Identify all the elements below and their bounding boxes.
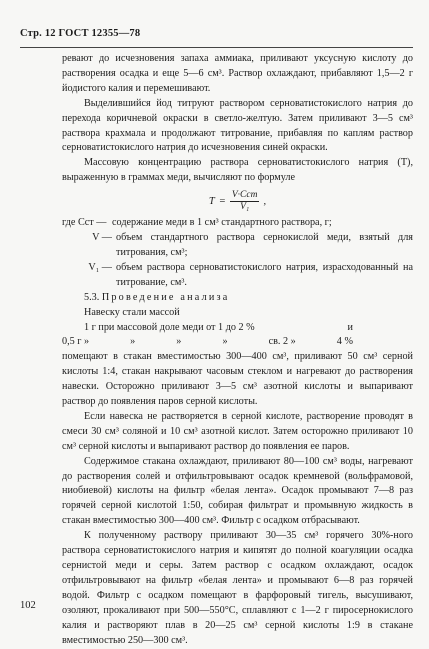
- definitions-intro: где: [62, 217, 76, 229]
- mass-line-2-e: св. 2 »: [268, 336, 296, 348]
- definition-item: [62, 216, 413, 231]
- header-rule: [20, 47, 413, 48]
- mass-line-2-c: »: [176, 336, 182, 348]
- definition-desc: объем раствора серноватистокислого натрия, израсходованный на титрование, см³.: [116, 261, 413, 288]
- page-header: Стр. 12 ГОСТ 12355—78: [20, 28, 141, 39]
- paragraph-3: Массовую концентрацию раствора серноватистокислого натрия (T), выраженную в граммах меди, вычисляют по формуле: [62, 157, 413, 184]
- section-sub: Навеску стали массой: [84, 306, 180, 318]
- paragraph-1: ревают до исчезновения запаха аммиака, приливают уксусную кислоту до растворения осадка и еще 5—6 см³. Раствор охлаждают, прибавляют 1,5—2 г йодистого калия и перемешивают.: [62, 53, 413, 94]
- definition-item: [62, 261, 413, 291]
- section-number: 5.3.: [84, 291, 100, 303]
- paragraph-7: К полученному раствору приливают 30—35 см³ горячего 30%-ного раствора серноватистокислого натрия и кипятят до полной коагуляции осадка сернистой меди и серы. Затем раствор с осадком охлаждают, осадок отфильтровывают на фильтр «белая лента» и промывают 6—8 раз горячей водой. Фильтр с осадком помещают в фарфоровый тигель, высушивают, озоляют, прокаливают при 500—550°С, сплавляют с 1—2 г пиросернокислого калия и растворяют плав в 20—25 см³ серной кислоты 1:9 в стакане вместимостью 250—300 см³.: [62, 530, 413, 646]
- definition-term: V₁ —: [88, 261, 112, 273]
- mass-line-1: [84, 321, 413, 336]
- definition-term: [62, 216, 112, 231]
- paragraph-6: Содержимое стакана охлаждают, приливают 80—100 см³ воды, нагревают до растворения солей и отфильтровывают осадок кремневой (вольфрамовой, ниобиевой) кислоты на фильтр «белая лента». Осадок промывают 7—8 раз горячей серной кислотой 1:50, собирая фильтрат и промывную жидкость в стакан вместимостью 300—400 см³. Фильтр с осадком отбрасывают.: [62, 455, 413, 527]
- formula-fraction: [230, 190, 260, 213]
- paragraph-2: Выделившийся йод титруют раствором серноватистокислого натрия до перехода коричневой окраски в светло-желтую. Затем приливают 3—5 см³ раствора крахмала и продолжают титрование, прибавляя по каплям раствор серноватистокислого натрия до исчезновения синей окраски.: [62, 97, 413, 154]
- mass-line-2-a: 0,5 г »: [62, 336, 90, 348]
- definition-desc: содержание меди в 1 см³ стандартного раствора, г;: [112, 217, 332, 229]
- mass-line-2-f: 4 %: [336, 336, 353, 348]
- paragraph-5: Если навеска не растворяется в серной кислоте, растворение проводят в смеси 30 см³ соляной и 10 см³ азотной кислот. Затем осторожно приливают 10 см³ серной кислоты и выпаривают раствор до появления ее паров.: [62, 410, 413, 452]
- formula: [62, 190, 413, 213]
- formula-eq: =: [218, 195, 226, 207]
- definition-term: V —: [92, 232, 112, 244]
- document-body: [62, 52, 413, 648]
- mass-line-1-and: и: [347, 321, 353, 333]
- mass-line-2: [62, 335, 413, 350]
- formula-lhs: T: [208, 195, 215, 207]
- section-heading: [84, 291, 413, 306]
- definition-desc: объем стандартного раствора сернокислой меди, взятый для титрования, см³;: [116, 232, 413, 258]
- mass-line-2-d: »: [222, 336, 228, 348]
- formula-tail: ,: [263, 195, 267, 207]
- definitions: [62, 216, 413, 291]
- definition-item: [62, 231, 413, 261]
- paragraph-4: помещают в стакан вместимостью 300—400 см³, приливают 50 см³ серной кислоты 1:4, стакан накрывают часовым стеклом и нагревают до растворения навески. Осторожно приливают 3—5 см³ азотной кислоты и выпаривают раствор до появления паров серной кислоты.: [62, 351, 413, 408]
- mass-line-1-text: 1 г при массовой доле меди от 1 до 2 %: [84, 321, 255, 333]
- formula-denominator: V₁: [240, 202, 250, 213]
- page-number: 102: [20, 600, 36, 611]
- mass-line-2-b: »: [130, 336, 136, 348]
- formula-numerator: V·Cст: [231, 190, 258, 201]
- definition-term-text: Cст —: [77, 217, 107, 229]
- section-title: Проведение анализа: [101, 291, 230, 303]
